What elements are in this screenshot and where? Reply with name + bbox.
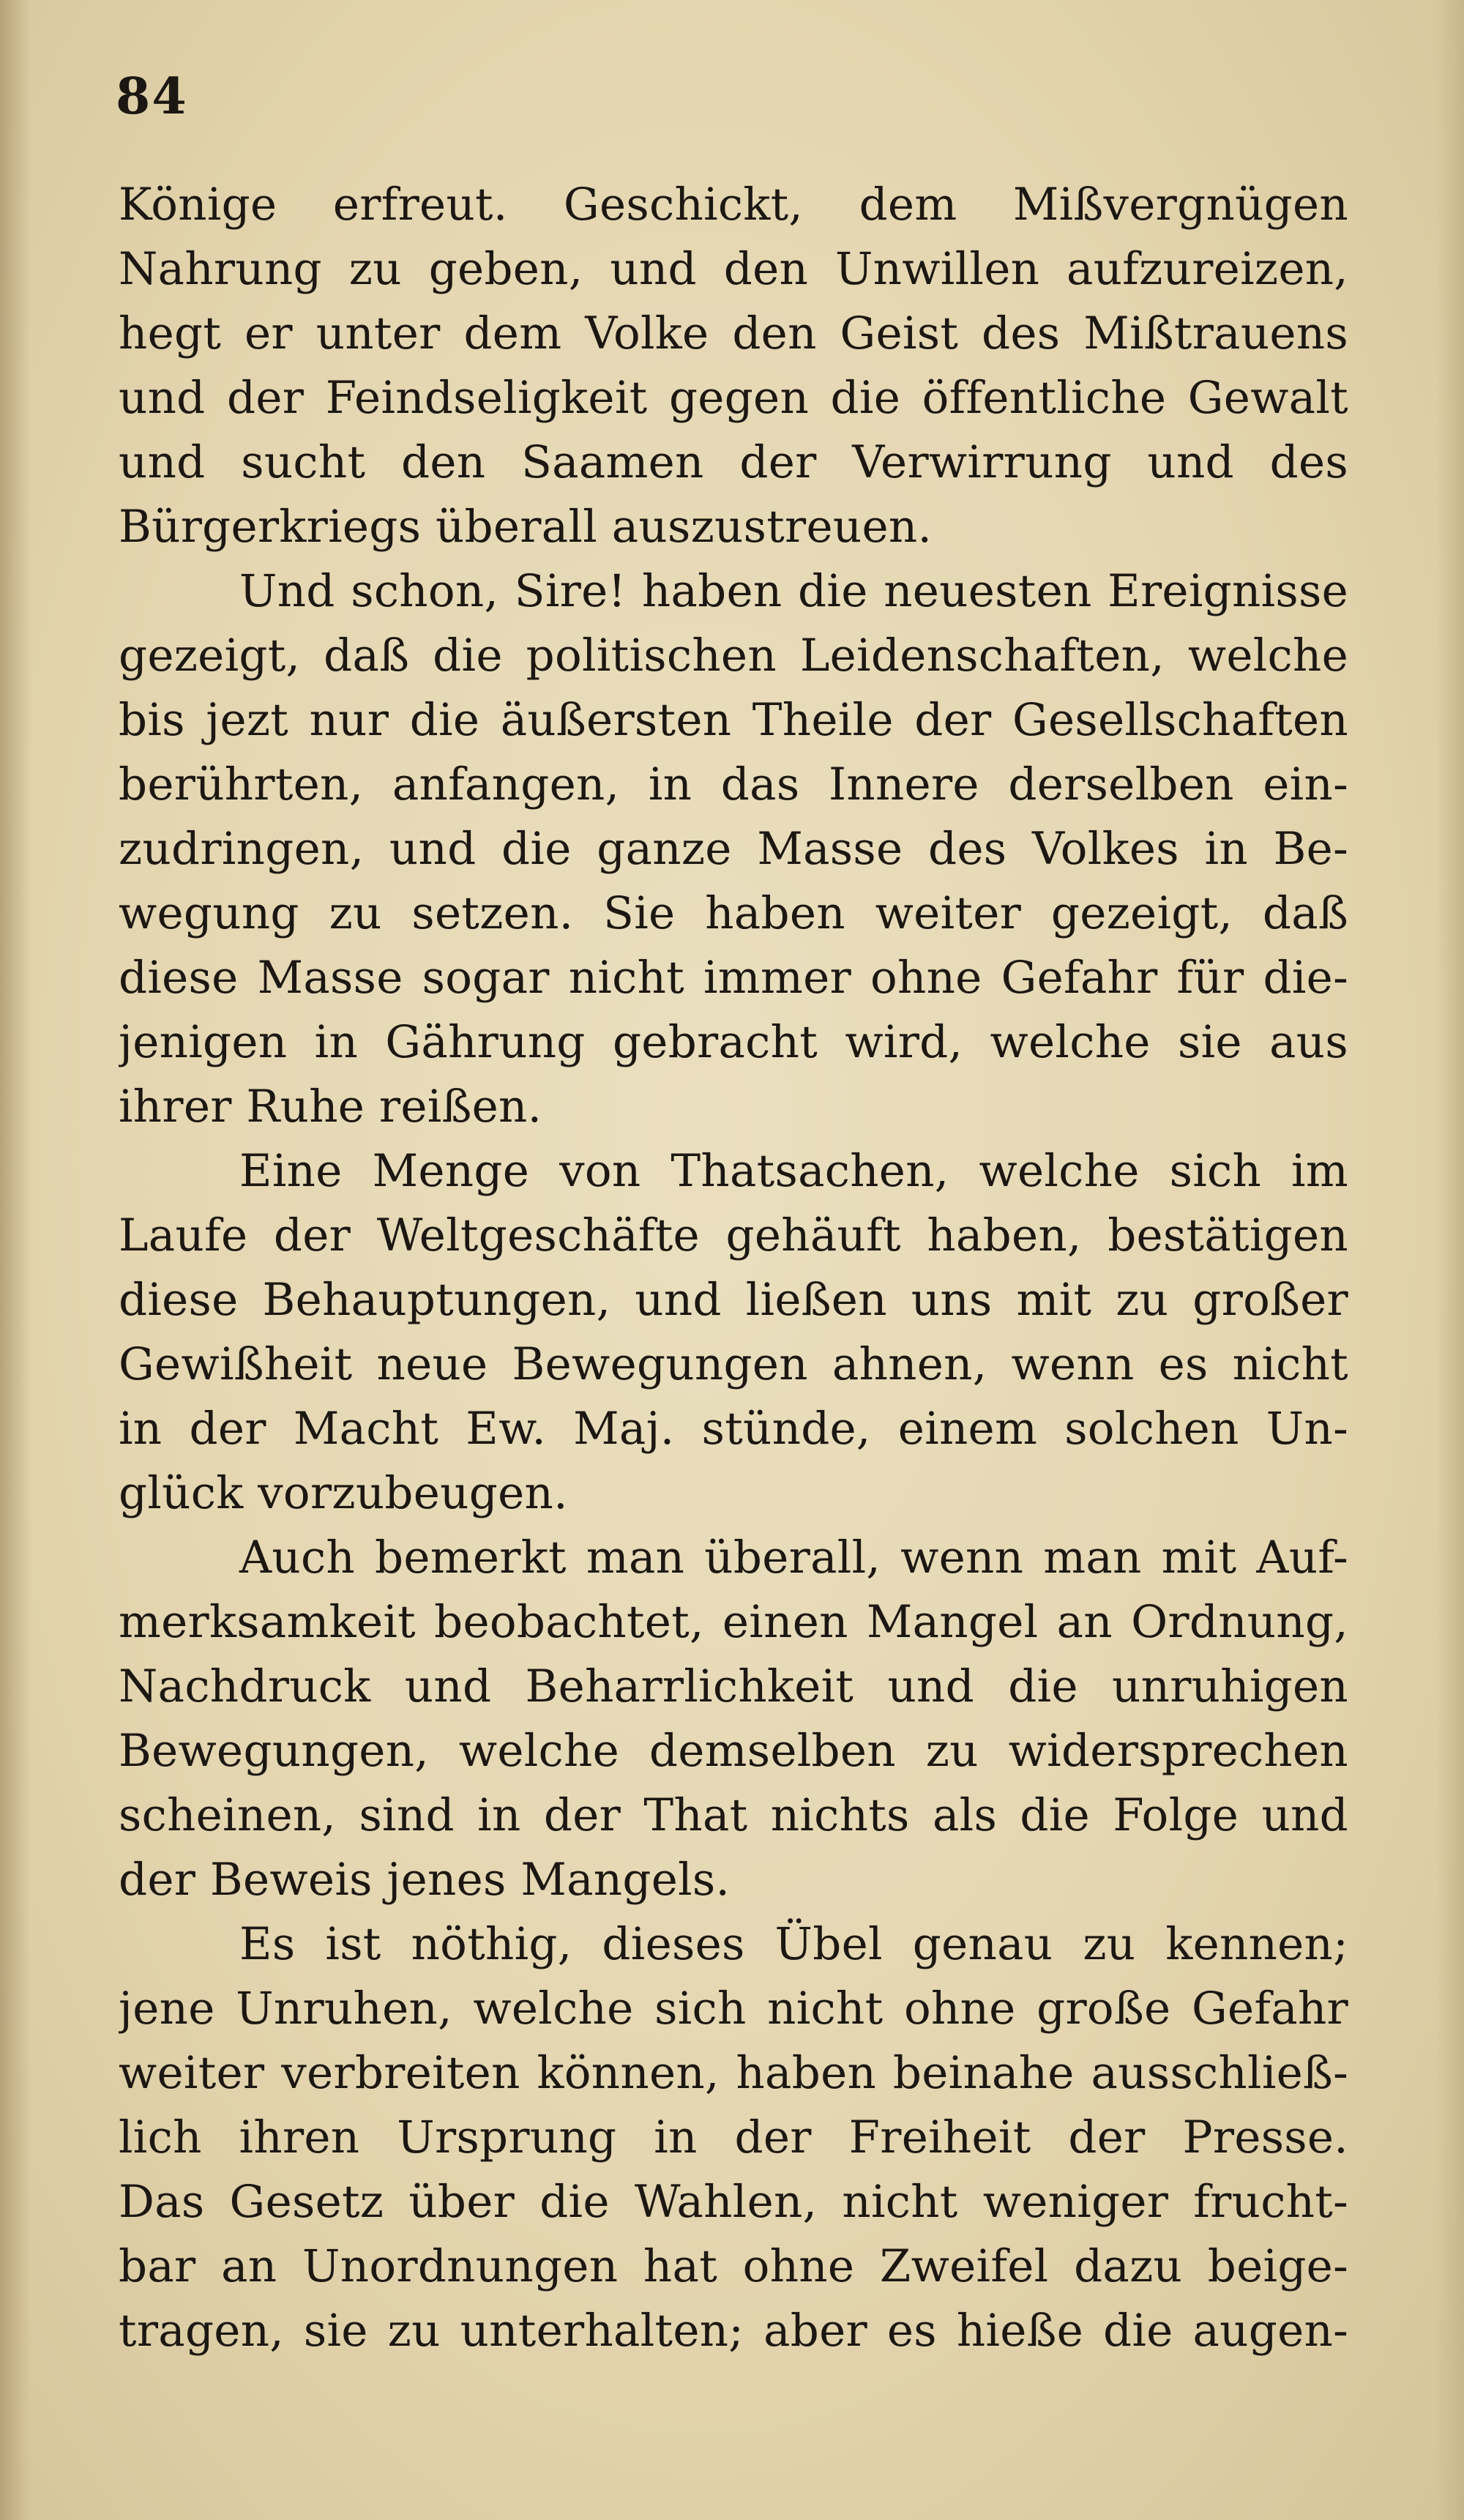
- text-line: Könige erfreut. Geschickt, dem Mißvergnügen: [119, 179, 1348, 231]
- text-line: Bewegungen, welche demselben zu widersprechen: [119, 1725, 1348, 1777]
- text-line: bis jezt nur die äußersten Theile der Gesellschaften: [119, 694, 1348, 746]
- text-line: Eine Menge von Thatsachen, welche sich im: [239, 1145, 1348, 1197]
- text-line: tragen, sie zu unterhalten; aber es hieße die augen-: [119, 2305, 1348, 2357]
- text-line: Und schon, Sire! haben die neuesten Ereignisse: [239, 565, 1348, 617]
- text-line: der Beweis jenes Mangels.: [119, 1854, 731, 1906]
- body-text: [119, 173, 1348, 2363]
- text-line: glück vorzubeugen.: [119, 1467, 568, 1519]
- text-line: weiter verbreiten können, haben beinahe ausschließ-: [119, 2047, 1348, 2099]
- text-line: wegung zu setzen. Sie haben weiter gezeigt, daß: [119, 887, 1348, 939]
- text-line: und sucht den Saamen der Verwirrung und des: [119, 436, 1348, 488]
- text-line: scheinen, sind in der That nichts als die Folge und: [119, 1789, 1348, 1841]
- text-line: berührten, anfangen, in das Innere derselben ein-: [119, 758, 1348, 810]
- text-line: Gewißheit neue Bewegungen ahnen, wenn es nicht: [119, 1338, 1348, 1390]
- text-line: Auch bemerkt man überall, wenn man mit Auf-: [239, 1532, 1348, 1584]
- text-line: Bürgerkriegs überall auszustreuen.: [119, 501, 933, 553]
- text-line: jenigen in Gährung gebracht wird, welche sie aus: [119, 1016, 1348, 1068]
- text-line: hegt er unter dem Volke den Geist des Mißtrauens: [119, 307, 1348, 359]
- text-line: Nahrung zu geben, und den Unwillen aufzureizen,: [119, 243, 1348, 295]
- text-line: Nachdruck und Beharrlichkeit und die unruhigen: [119, 1660, 1348, 1712]
- text-line: gezeigt, daß die politischen Leidenschaften, welche: [119, 630, 1348, 682]
- page-gutter-shadow: [0, 0, 31, 2520]
- page-edge-shadow: [1436, 0, 1464, 2520]
- text-line: lich ihren Ursprung in der Freiheit der Presse.: [119, 2111, 1348, 2163]
- text-line: bar an Unordnungen hat ohne Zweifel dazu beige-: [119, 2240, 1348, 2292]
- text-line: zudringen, und die ganze Masse des Volkes in Be-: [119, 823, 1348, 875]
- text-line: jene Unruhen, welche sich nicht ohne große Gefahr: [119, 1983, 1348, 2035]
- text-line: diese Masse sogar nicht immer ohne Gefahr für die-: [119, 952, 1348, 1004]
- text-line: ihrer Ruhe reißen.: [119, 1081, 542, 1133]
- text-line: merksamkeit beobachtet, einen Mangel an Ordnung,: [119, 1596, 1348, 1648]
- text-line: und der Feindseligkeit gegen die öffentliche Gewalt: [119, 372, 1348, 424]
- text-line: diese Behauptungen, und ließen uns mit zu großer: [119, 1274, 1348, 1326]
- page-number: 84: [116, 67, 188, 126]
- text-line: Laufe der Weltgeschäfte gehäuft haben, bestätigen: [119, 1209, 1348, 1261]
- text-line: in der Macht Ew. Maj. stünde, einem solchen Un-: [119, 1403, 1348, 1455]
- text-line: Das Gesetz über die Wahlen, nicht weniger frucht-: [119, 2176, 1348, 2228]
- text-line: Es ist nöthig, dieses Übel genau zu kennen;: [239, 1918, 1348, 1970]
